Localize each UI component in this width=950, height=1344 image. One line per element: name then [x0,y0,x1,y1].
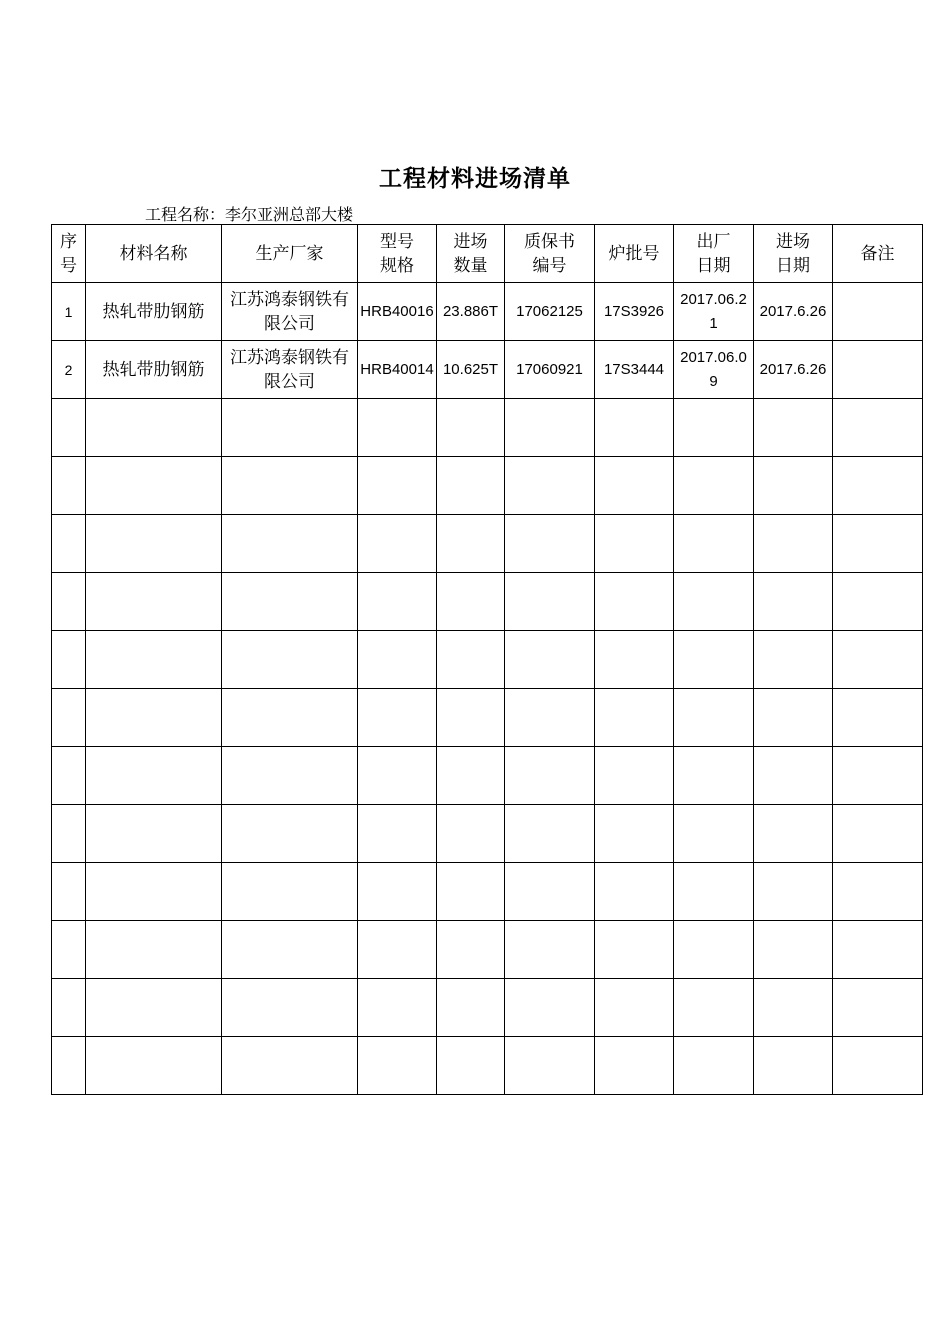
empty-table-row [52,515,923,573]
table-row [52,341,923,399]
cell-material [86,399,222,457]
empty-table-row [52,863,923,921]
cell-cert-no [505,979,595,1037]
cell-material: 热轧带肋钢筋 [86,283,222,341]
cell-batch-no [595,573,674,631]
cell-manufacturer [222,631,358,689]
cell-factory-date [674,631,754,689]
empty-table-row [52,1037,923,1095]
cell-quantity [437,921,505,979]
cell-factory-date [674,457,754,515]
cell-manufacturer [222,979,358,1037]
cell-spec [358,747,437,805]
cell-remark [833,689,923,747]
header-batch-no: 炉批号 [595,225,674,283]
cell-remark [833,515,923,573]
cell-material [86,631,222,689]
cell-seq [52,1037,86,1095]
cell-factory-date [674,805,754,863]
cell-cert-no [505,631,595,689]
cell-quantity: 23.886T [437,283,505,341]
cell-material [86,863,222,921]
cell-batch-no [595,689,674,747]
cell-factory-date [674,515,754,573]
cell-manufacturer: 江苏鸿泰钢铁有限公司 [222,283,358,341]
cell-batch-no [595,747,674,805]
cell-entry-date [754,805,833,863]
cell-remark [833,341,923,399]
cell-material [86,515,222,573]
cell-remark [833,979,923,1037]
cell-quantity [437,399,505,457]
cell-batch-no [595,1037,674,1095]
cell-seq [52,457,86,515]
cell-remark [833,631,923,689]
cell-entry-date [754,1037,833,1095]
cell-seq [52,515,86,573]
header-factory-date: 出厂 日期 [674,225,754,283]
header-quantity: 进场 数量 [437,225,505,283]
cell-spec: HRB40014 [358,341,437,399]
cell-factory-date [674,399,754,457]
cell-entry-date: 2017.6.26 [754,283,833,341]
empty-table-row [52,573,923,631]
cell-manufacturer [222,1037,358,1095]
empty-table-row [52,457,923,515]
cell-quantity [437,863,505,921]
cell-factory-date [674,573,754,631]
cell-seq [52,631,86,689]
empty-table-row [52,747,923,805]
cell-cert-no: 17062125 [505,283,595,341]
table-body [52,283,923,1095]
cell-quantity: 10.625T [437,341,505,399]
empty-table-row [52,631,923,689]
cell-material [86,979,222,1037]
cell-cert-no [505,921,595,979]
cell-batch-no [595,921,674,979]
header-material: 材料名称 [86,225,222,283]
cell-cert-no [505,863,595,921]
cell-cert-no [505,457,595,515]
table-row [52,283,923,341]
cell-material [86,921,222,979]
cell-factory-date: 2017.06.21 [674,283,754,341]
cell-seq [52,921,86,979]
cell-entry-date [754,515,833,573]
cell-spec [358,399,437,457]
cell-spec [358,457,437,515]
cell-cert-no: 17060921 [505,341,595,399]
cell-cert-no [505,1037,595,1095]
header-row [52,225,923,283]
cell-material [86,457,222,515]
cell-entry-date [754,863,833,921]
document-title: 工程材料进场清单 [379,166,571,192]
cell-entry-date [754,399,833,457]
cell-factory-date [674,921,754,979]
cell-quantity [437,979,505,1037]
cell-remark [833,863,923,921]
empty-table-row [52,399,923,457]
cell-manufacturer [222,689,358,747]
cell-seq [52,747,86,805]
cell-factory-date [674,863,754,921]
cell-batch-no [595,399,674,457]
cell-remark [833,805,923,863]
header-spec: 型号 规格 [358,225,437,283]
cell-seq: 2 [52,341,86,399]
cell-cert-no [505,689,595,747]
cell-material [86,805,222,863]
cell-quantity [437,457,505,515]
cell-cert-no [505,399,595,457]
cell-factory-date [674,747,754,805]
cell-factory-date: 2017.06.09 [674,341,754,399]
cell-spec [358,805,437,863]
cell-factory-date [674,689,754,747]
cell-entry-date [754,979,833,1037]
cell-factory-date [674,979,754,1037]
cell-material [86,1037,222,1095]
cell-spec [358,689,437,747]
cell-cert-no [505,573,595,631]
empty-table-row [52,689,923,747]
cell-spec [358,631,437,689]
material-entry-table [51,224,923,1095]
cell-manufacturer: 江苏鸿泰钢铁有限公司 [222,341,358,399]
cell-manufacturer [222,747,358,805]
cell-material [86,573,222,631]
cell-remark [833,1037,923,1095]
cell-quantity [437,805,505,863]
cell-remark [833,573,923,631]
cell-quantity [437,1037,505,1095]
cell-entry-date: 2017.6.26 [754,341,833,399]
cell-entry-date [754,573,833,631]
empty-table-row [52,921,923,979]
cell-material [86,747,222,805]
cell-seq [52,805,86,863]
cell-entry-date [754,631,833,689]
cell-manufacturer [222,921,358,979]
cell-remark [833,921,923,979]
cell-remark [833,747,923,805]
cell-factory-date [674,1037,754,1095]
cell-quantity [437,573,505,631]
cell-quantity [437,747,505,805]
cell-manufacturer [222,399,358,457]
cell-seq [52,689,86,747]
cell-material: 热轧带肋钢筋 [86,341,222,399]
cell-batch-no [595,631,674,689]
cell-batch-no [595,457,674,515]
header-manufacturer: 生产厂家 [222,225,358,283]
cell-batch-no: 17S3926 [595,283,674,341]
cell-manufacturer [222,805,358,863]
cell-entry-date [754,689,833,747]
cell-material [86,689,222,747]
cell-cert-no [505,747,595,805]
cell-spec: HRB40016 [358,283,437,341]
cell-batch-no [595,515,674,573]
cell-spec [358,1037,437,1095]
cell-spec [358,921,437,979]
cell-batch-no: 17S3444 [595,341,674,399]
cell-spec [358,573,437,631]
cell-spec [358,515,437,573]
cell-manufacturer [222,863,358,921]
cell-entry-date [754,457,833,515]
header-remark: 备注 [833,225,923,283]
project-name: 工程名称：李尔亚洲总部大楼 [145,205,354,224]
cell-batch-no [595,805,674,863]
cell-manufacturer [222,515,358,573]
empty-table-row [52,979,923,1037]
cell-remark [833,399,923,457]
cell-batch-no [595,863,674,921]
cell-seq [52,399,86,457]
cell-manufacturer [222,573,358,631]
cell-entry-date [754,747,833,805]
empty-table-row [52,805,923,863]
cell-remark [833,457,923,515]
cell-batch-no [595,979,674,1037]
cell-seq [52,979,86,1037]
cell-manufacturer [222,457,358,515]
cell-cert-no [505,805,595,863]
cell-quantity [437,631,505,689]
header-seq: 序 号 [52,225,86,283]
cell-cert-no [505,515,595,573]
cell-spec [358,979,437,1037]
cell-quantity [437,515,505,573]
cell-seq [52,573,86,631]
cell-seq [52,863,86,921]
cell-remark [833,283,923,341]
header-entry-date: 进场 日期 [754,225,833,283]
cell-entry-date [754,921,833,979]
header-cert-no: 质保书 编号 [505,225,595,283]
cell-seq: 1 [52,283,86,341]
cell-quantity [437,689,505,747]
cell-spec [358,863,437,921]
